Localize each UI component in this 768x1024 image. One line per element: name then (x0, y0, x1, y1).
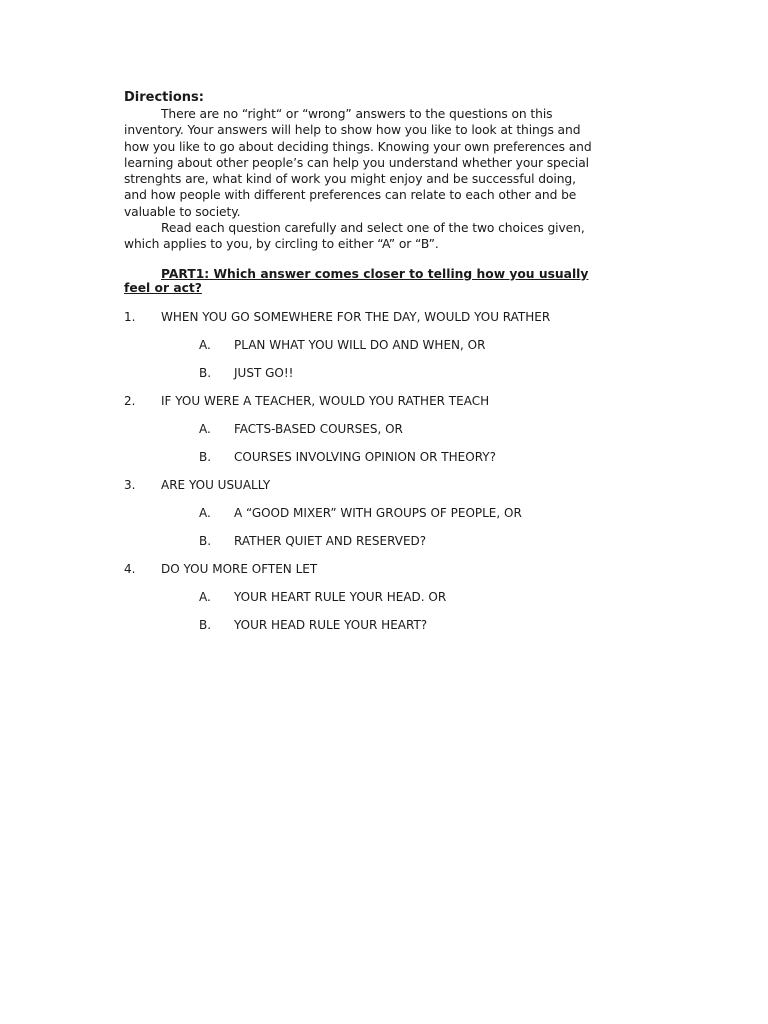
question-number: 4. (124, 561, 136, 576)
question-text: IF YOU WERE A TEACHER, WOULD YOU RATHER TEACH (161, 393, 490, 408)
choice-text: JUST GO!! (234, 365, 294, 380)
choice-text: YOUR HEAD RULE YOUR HEART? (234, 617, 428, 632)
choice-letter: A. (199, 589, 211, 604)
question-text: DO YOU MORE OFTEN LET (161, 561, 318, 576)
choice-letter: A. (199, 421, 211, 436)
question-number: 3. (124, 477, 136, 492)
choice-text: YOUR HEART RULE YOUR HEAD. OR (234, 589, 447, 604)
choice-text: PLAN WHAT YOU WILL DO AND WHEN, OR (234, 337, 486, 352)
question-4-choice-b[interactable] (199, 618, 594, 633)
question-1 (124, 310, 594, 325)
choice-letter: B. (199, 365, 212, 380)
choice-text: COURSES INVOLVING OPINION OR THEORY? (234, 449, 496, 464)
question-1-choice-b[interactable] (199, 366, 594, 381)
question-3-choice-a[interactable] (199, 506, 594, 521)
choice-letter: B. (199, 617, 212, 632)
choice-letter: A. (199, 505, 211, 520)
choice-text: FACTS-BASED COURSES, OR (234, 421, 403, 436)
question-3-choice-b[interactable] (199, 534, 594, 549)
question-2 (124, 394, 594, 409)
directions-paragraph-2: Read each question carefully and select one of the two choices given, which applies to you, by circling to either “A” or “B”. (124, 221, 585, 252)
question-text: ARE YOU USUALLY (161, 477, 271, 492)
question-text: WHEN YOU GO SOMEWHERE FOR THE DAY, WOULD YOU RATHER (161, 309, 551, 324)
directions-heading: Directions: (124, 90, 204, 105)
choice-text: A “GOOD MIXER” WITH GROUPS OF PEOPLE, OR (234, 505, 522, 520)
choice-letter: A. (199, 337, 211, 352)
question-2-choice-a[interactable] (199, 422, 594, 437)
question-4 (124, 562, 594, 577)
question-number: 2. (124, 393, 136, 408)
question-3 (124, 478, 594, 493)
choice-text: RATHER QUIET AND RESERVED? (234, 533, 427, 548)
question-list (124, 310, 594, 633)
question-4-choice-a[interactable] (199, 590, 594, 605)
question-2-choice-b[interactable] (199, 450, 594, 465)
directions-paragraph-1: There are no “right“ or “wrong” answers to the questions on this inventory. Your answers will help to show how you like to look at things and how you like to go about deciding things. Knowing your own preferences and learning about other people’s can help you understand whether your special strenghts are, what kind of work you might enjoy and be successful doing, and how people with different preferences can relate to each other and be valuable to society. (124, 107, 592, 219)
choice-letter: B. (199, 449, 212, 464)
choice-letter: B. (199, 533, 212, 548)
question-number: 1. (124, 309, 136, 324)
question-1-choice-a[interactable] (199, 338, 594, 353)
part1-heading: PART1: Which answer comes closer to telling how you usually feel or act? (124, 266, 589, 296)
document-page (124, 90, 594, 646)
